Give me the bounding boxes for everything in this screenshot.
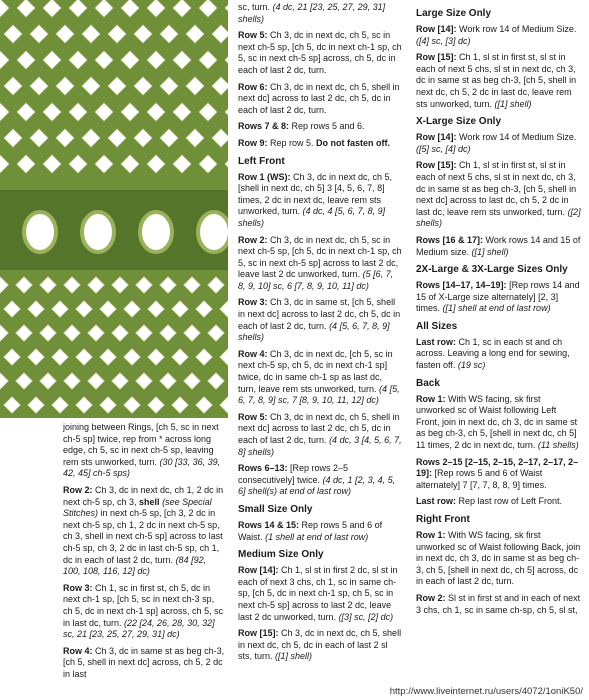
row-label: Row 2: xyxy=(63,484,93,495)
stitch-count: (19 sc) xyxy=(457,360,486,371)
stitch-count: (22 [24, 26, 28, 30, 32] sc, 21 [23, 25, 27, 29, 31] dc) xyxy=(63,617,215,640)
instruction-paragraph xyxy=(63,485,225,578)
row-label: Row [15]: xyxy=(416,52,457,63)
instruction-paragraph xyxy=(238,520,402,543)
crochet-ring xyxy=(24,212,56,252)
crochet-ring xyxy=(82,212,114,252)
instruction-text: Ch 3, dc in next dc, ch 1, 2 dc in next ch-5 sp, ch 3, xyxy=(63,484,224,507)
stitch-count: ([1] shell) xyxy=(471,246,509,257)
section-heading: Small Size Only xyxy=(238,503,313,515)
instruction-paragraph xyxy=(416,132,582,155)
stitch-count: (11 shells) xyxy=(537,440,579,451)
crochet-ring xyxy=(198,212,228,252)
row-label: Rows 7 & 8: xyxy=(238,121,290,132)
instruction-paragraph xyxy=(238,297,402,343)
instruction-paragraph xyxy=(416,457,582,492)
instruction-paragraph xyxy=(238,121,402,133)
column-right xyxy=(416,0,582,621)
stitch-count: (4 dc, 3 [4, 5, 6, 7, 8] shells) xyxy=(238,435,402,457)
crochet-mesh-image xyxy=(0,0,228,418)
instruction-paragraph xyxy=(238,30,402,76)
instruction-paragraph xyxy=(416,160,582,230)
instruction-text: Ch 1, sl st in first 2 dc, sl st in each of next 3 chs, ch 1, sc in same ch-sp, [ch 5, dc in next ch-1 sp, ch 5, sc in next ch-5 sp] across to last 2 dc, leave last 2 dc unworked, turn. xyxy=(238,565,398,622)
stitch-count: ([3] sc, [2] dc) xyxy=(338,611,394,622)
stitch-count: (4 dc, 21 [23, 25, 27, 29, 31] shells) xyxy=(238,2,386,24)
stitch-count: (4 dc, 1 [2, 3, 4, 5, 6] shell(s) at end of last row) xyxy=(238,474,396,497)
stitch-count: ([5] sc, [4] dc) xyxy=(416,143,471,154)
instruction-text: Ch 3, dc in next dc, ch 5, shell in next dc] across to last 2 dc, ch 5, dc in each of last 2 dc, turn. xyxy=(238,411,400,445)
section-heading: Large Size Only xyxy=(416,8,492,19)
stitch-count: (30 [33, 36, 39, 42, 45] ch-5 sps) xyxy=(63,456,221,479)
instruction-paragraph xyxy=(238,412,402,458)
instruction-paragraph xyxy=(416,52,582,110)
row-label: Row 1 (WS): xyxy=(238,171,291,182)
row-label: Row [14]: xyxy=(416,132,457,143)
row-label: Rows 2–15 [2–15, 2–15, 2–17, 2–17, 2–19]: xyxy=(416,456,579,479)
stitch-count: (4 dc, 4 [5, 6, 7, 8, 9] shells) xyxy=(238,206,386,228)
section-heading: Right Front xyxy=(416,514,470,525)
emphasis-text: shell xyxy=(139,496,160,507)
instruction-text: [Rep rows 14 and 15 of X-Large size alternately] [2, 3] times. xyxy=(416,280,580,314)
section-heading: All Sizes xyxy=(416,320,458,332)
instruction-text: sc, turn. xyxy=(238,2,273,12)
instruction-paragraph xyxy=(416,24,582,47)
instruction-text: [Rep rows 5 and 6 of Waist alternately] 7 [7, 7, 8, 8, 9] times. xyxy=(416,468,547,490)
stitch-count: (4 [5, 6, 7, 8, 9] sc, 7 [8, 9, 10, 11, 12] dc) xyxy=(238,383,400,406)
instruction-text: Ch 3, dc in next dc, [ch 5, sc in next ch-5 sp, ch 5, dc in next ch-1 sp] twice, dc in same ch-1 sp as last dc, turn, leave rem sts unworked, turn. xyxy=(238,348,393,394)
instruction-paragraph xyxy=(63,583,225,641)
section-heading: 2X-Large & 3X-Large Sizes Only xyxy=(416,264,568,276)
row-label: Row 9: xyxy=(238,137,268,148)
instruction-paragraph xyxy=(238,349,402,407)
stitch-count: (5 [6, 7, 8, 9, 10] sc, 6 [7, 8, 9, 10, 11] dc) xyxy=(238,269,394,291)
instruction-paragraph xyxy=(416,530,582,588)
instruction-text: [Rep rows 2–5 consecutively] twice. xyxy=(238,463,349,485)
instruction-text: Rep last row of Left Front. xyxy=(456,496,563,507)
instruction-paragraph xyxy=(238,235,402,293)
crochet-lace-photo xyxy=(0,0,228,418)
instruction-paragraph xyxy=(416,235,582,258)
instruction-text: Ch 3, dc in next dc, ch 5, shell in next dc, ch 5, dc in each of last 2 sl sts, turn. xyxy=(238,628,402,662)
instruction-paragraph xyxy=(63,422,225,480)
row-label: Row [15]: xyxy=(416,160,457,171)
instruction-text: Ch 3, dc in same st, [ch 5, shell in next dc] across to last 2 dc, ch 5, dc in each of last 2 dc, turn. xyxy=(238,297,401,331)
emphasis-text: Do not fasten off. xyxy=(316,137,391,148)
row-label: Row 1: xyxy=(416,393,446,404)
row-label: Row 2: xyxy=(416,592,446,603)
instruction-text: Ch 3, dc in next dc, ch 5, sc in next ch-5 sp, [ch 5, dc in next ch-1 sp, ch 5, sc in next ch-5 sp] across, ch 5, dc in each of last 2 dc, turn. xyxy=(238,30,402,75)
instruction-text: Work row 14 of Medium Size. xyxy=(456,24,577,34)
row-label: Rows 6–13: xyxy=(238,463,288,474)
instruction-paragraph xyxy=(416,496,582,508)
instruction-text: Ch 1, sl st in first st, sl st in each of next 5 chs, sl st in next dc, ch 3, dc in same st as beg ch-3, [ch 5, shell in next dc, ch 5, 2 dc in last dc, leave rem sts unworked, turn. xyxy=(416,52,577,109)
row-label: Rows [16 & 17]: xyxy=(416,234,484,245)
row-label: Row [15]: xyxy=(238,628,279,639)
row-label: Row 6: xyxy=(238,81,268,92)
instruction-text: Ch 3, dc in next dc, ch 5, [shell in next dc, ch 5] 3 [4, 5, 6, 7, 8] times, 2 dc in next dc, leave rem sts unworked, turn. xyxy=(238,171,393,217)
row-label: Row 5: xyxy=(238,411,268,422)
stitch-count: ([4] sc, [3] dc) xyxy=(416,35,471,46)
stitch-count: (1 shell at end of last row) xyxy=(265,531,369,542)
stitch-count: (4 [5, 6, 7, 8, 9] shells) xyxy=(238,320,390,343)
left-column-text xyxy=(63,422,225,685)
section-heading: Medium Size Only xyxy=(238,549,324,561)
instruction-text: Sl st in first st and in each of next 3 chs, ch 1, sc in same ch-sp, ch 5, sl st, xyxy=(416,592,581,615)
row-label: Row 2: xyxy=(238,234,268,245)
instruction-text: in next ch-5 sp, [ch 3, 2 dc in next ch-5 sp, ch 1, 2 dc in next ch-5 sp, ch 3, shell in next ch-5 sp] across to last ch-5 sp, ch 3, 2 dc in last ch-5 sp, ch 1, dc in each of last 2 dc, turn. xyxy=(63,508,223,565)
instruction-paragraph xyxy=(238,565,402,623)
row-label: Last row: xyxy=(416,336,457,347)
instruction-paragraph xyxy=(63,646,225,681)
stitch-count: ([1] shell) xyxy=(275,651,313,662)
row-label: Rows [14–17, 14–19]: xyxy=(416,280,507,291)
instruction-paragraph xyxy=(238,138,402,150)
section-heading: X-Large Size Only xyxy=(416,116,502,128)
instruction-text: Ch 3, dc in next dc, ch 5, shell in next dc] across to last 2 dc, ch 5, dc in each of last 2 dc, turn. xyxy=(238,81,400,115)
row-label: Row 3: xyxy=(238,297,268,308)
instruction-text: With WS facing, sk first unworked sc of Waist following Back, join in next dc, ch 3, dc in same st as beg ch-3, ch 5, [shell in next dc, ch 5] across, dc in each of last 2 dc, turn. xyxy=(416,530,581,587)
note-text: (see Special Stitches) xyxy=(63,496,212,519)
stitch-count: ([1] shell) xyxy=(494,98,532,109)
row-label: Row [14]: xyxy=(238,565,279,576)
row-label: Last row: xyxy=(416,496,457,507)
instruction-text: Ch 1, sc in first st, ch 5, dc in next ch-1 sp, [ch 5, sc in next ch-3 sp, ch 5, dc in next ch-1 sp] across, ch 5, sc in last dc, turn. xyxy=(63,582,224,628)
instruction-text: Ch 1, sl st in first st, sl st in each of next 5 chs, sl st in next dc, ch 3, dc in same st as beg ch-3, [ch 5, shell in next dc] across to last dc, ch 5, 2 dc in last dc, leave rem sts unworked, turn. xyxy=(416,160,577,217)
watermark-url: http://www.liveinternet.ru/users/4072/1oniK50/ xyxy=(389,686,583,698)
row-label: Row 4: xyxy=(63,645,93,656)
section-heading: Back xyxy=(416,377,440,389)
row-label: Row 3: xyxy=(63,582,93,593)
instruction-text: Rep rows 5 and 6. xyxy=(289,121,365,132)
stitch-count: (84 [92, 100, 108, 116, 12] dc) xyxy=(63,554,207,577)
row-label: Row 5: xyxy=(238,30,268,41)
instruction-text: joining between Rings, [ch 5, sc in next ch-5 sp] twice, rep from * across long edge, ch 5, sc in next ch-5 sp, leaving rem sts unworked, turn. xyxy=(63,422,219,467)
instruction-text: Rep row 5. xyxy=(267,137,317,148)
row-label: Row 1: xyxy=(416,530,446,540)
row-label: Rows 14 & 15: xyxy=(238,519,300,530)
section-heading: Left Front xyxy=(238,155,285,167)
instruction-paragraph xyxy=(416,337,582,372)
column-middle xyxy=(238,0,402,668)
crochet-ring xyxy=(140,212,172,252)
instruction-text: With WS facing, sk first unworked sc of Waist following Left Front, join in next dc, ch 3, dc in same st as beg ch-3, ch 5, [shell in next dc, ch 5] 11 times, 2 dc in next dc, turn. xyxy=(416,393,578,451)
instruction-text: Ch 3, dc in same st as beg ch-3, [ch 5, shell in next dc] across, ch 5, 2 dc in last xyxy=(63,645,225,679)
instruction-paragraph xyxy=(416,593,582,616)
instruction-text: Rep rows 5 and 6 of Waist. xyxy=(238,519,383,542)
instruction-paragraph xyxy=(238,463,402,498)
stitch-count: ([2] shells) xyxy=(416,206,581,229)
instruction-text: Ch 3, dc in next dc, ch 5, sc in next ch-5 sp, [ch 5, dc in next ch-1 sp, ch 5, sc in next ch-5 sp] across to last 2 dc, leave last 2 dc unworked, turn. xyxy=(238,234,402,280)
row-label: Row [14]: xyxy=(416,24,457,34)
instruction-paragraph xyxy=(238,172,402,230)
instruction-paragraph xyxy=(238,628,402,663)
stitch-count: ([1] shell at end of last row) xyxy=(442,303,551,314)
instruction-text: Work row 14 of Medium Size. xyxy=(456,132,577,143)
instruction-text: Work rows 14 and 15 of Medium size. xyxy=(416,234,581,257)
row-label: Row 4: xyxy=(238,348,268,359)
instruction-paragraph xyxy=(416,394,582,452)
instruction-paragraph xyxy=(416,280,582,315)
instruction-paragraph xyxy=(238,82,402,117)
instruction-paragraph xyxy=(238,2,402,25)
instruction-text: Ch 1, sc in each st and ch across. Leaving a long end for sewing, fasten off. xyxy=(416,336,570,371)
